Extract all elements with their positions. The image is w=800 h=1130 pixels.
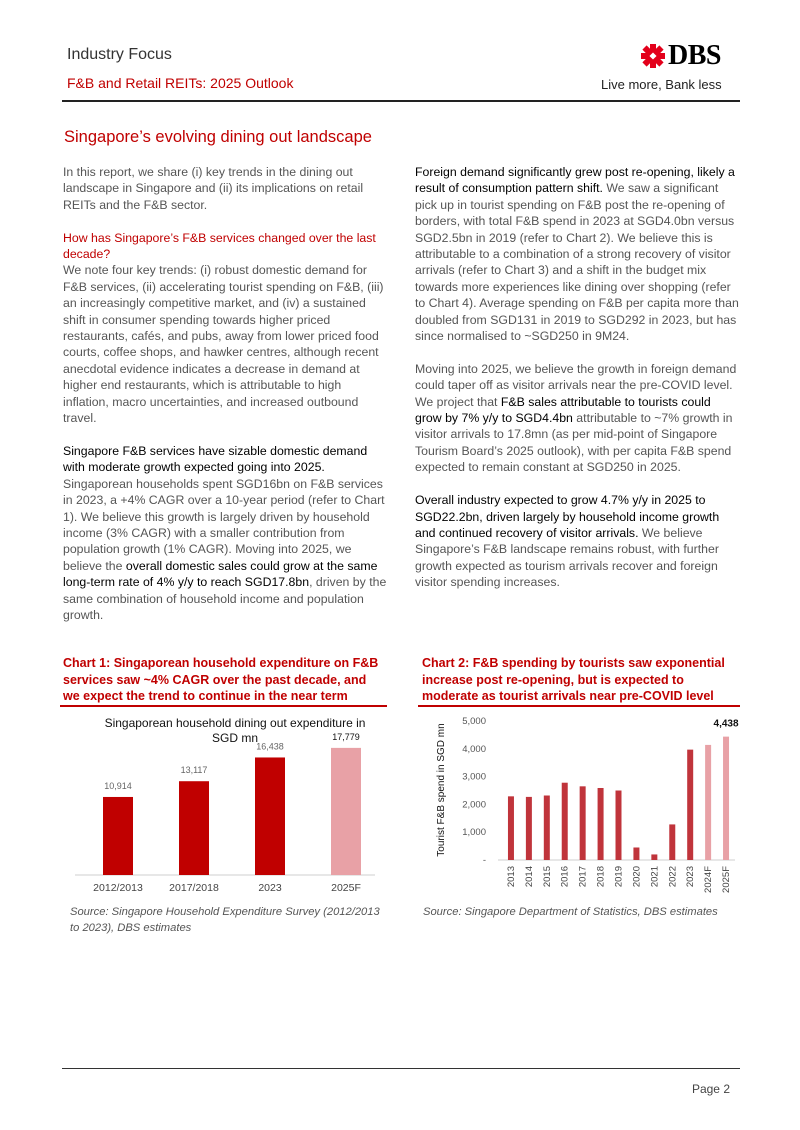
report-subtitle: F&B and Retail REITs: 2025 Outlook	[67, 75, 294, 91]
chart1-data-label: 17,779	[332, 731, 360, 742]
chart1-bar	[255, 757, 285, 875]
trends-text: We note four key trends: (i) robust domestic demand for F&B services, (ii) accelerating tourist spending on F&B, (iii) an increasingly competitive market, and (iv) a sustained shift in consumer spending towards higher priced restaurants, cafés, and pubs, away from lower priced food courts, coffee shops, and hawker centres, although recent anecdotal evidence indicates a decrease in demand at higher end restaurants, which is attributable to high inflation, macro uncertainties, and increased outbound travel.	[63, 263, 384, 426]
chart2-bar	[669, 824, 675, 860]
chart2-x-tick: 2013	[505, 866, 517, 888]
chart2-y-tick: 2,000	[462, 799, 486, 811]
chart1-source: Source: Singapore Household Expenditure Survey (2012/2013 to 2023), DBS estimates	[70, 906, 380, 934]
chart2-bar	[705, 745, 711, 860]
industry-paragraph	[415, 492, 740, 590]
outlook-pre: Moving into 2025, we believe the growth in foreign demand could taper off as visitor arrivals near the pre-COVID level. We project that	[415, 361, 737, 409]
chart2-bar	[508, 796, 514, 860]
chart2-y-tick: 1,000	[462, 827, 486, 839]
chart1-x-tick: 2023	[258, 882, 282, 894]
industry-body: We believe Singapore’s F&B landscape remains robust, with further growth expected as tourism arrivals recover and foreign visitor spending increases.	[415, 525, 719, 590]
chart1-plot	[70, 731, 390, 900]
chart2-x-tick: 2024F	[703, 866, 715, 893]
chart1-bar	[179, 781, 209, 875]
chart2-x-tick: 2022	[667, 866, 679, 888]
chart1-title: Singaporean household dining out expenditure in SGD mn	[104, 716, 366, 745]
chart2-heading: Chart 2: F&B spending by tourists saw exponential increase post re-opening, but is expected to moderate as tourist arrivals near pre-COVID level	[422, 656, 725, 703]
dbs-star-icon	[641, 44, 665, 68]
logo-tagline: Live more, Bank less	[601, 77, 722, 92]
chart2-x-tick: 2023	[685, 866, 697, 888]
chart2-y-tick: 3,000	[462, 771, 486, 783]
chart2-bar	[562, 783, 568, 860]
chart1-bar	[103, 797, 133, 875]
chart2-x-tick: 2018	[595, 866, 607, 888]
domestic-demand-paragraph	[63, 443, 390, 623]
chart1-data-label: 10,914	[104, 780, 132, 791]
domestic-forecast: overall domestic sales could grow at the same long-term rate of 4% y/y to reach SGD17.8bn	[63, 558, 378, 590]
chart2-y-axis-label: Tourist F&B spend in SGD mn	[436, 723, 447, 857]
chart2-bar	[526, 797, 532, 860]
industry-lead: Overall industry expected to grow 4.7% y/y in 2025 to SGD22.2bn, driven largely by household income growth and continued recovery of visitor arrivals.	[415, 493, 720, 540]
intro-paragraph: In this report, we share (i) key trends in the dining out landscape in Singapore and (ii) its implications on retail REITs and the F&B sector.	[63, 165, 364, 212]
dbs-logo	[600, 42, 735, 97]
chart2-plot	[430, 710, 740, 900]
chart2-x-tick: 2014	[523, 866, 535, 888]
domestic-lead: Singapore F&B services have sizable domestic demand with moderate growth expected going into 2025.	[63, 443, 368, 475]
domestic-body: Singaporean households spent SGD16bn on F&B services in 2023, a +4% CAGR over a 10-year period (refer to Chart 1). We believe this growth is largely driven by household income (3% CAGR) with a smaller contribution from population growth (1% CAGR). Moving into 2025, we believe the	[63, 476, 385, 573]
chart2-bar	[544, 796, 550, 860]
foreign-lead: Foreign demand significantly grew post re-opening, likely a result of consumption pattern shift.	[415, 165, 735, 196]
section-title: Singapore’s evolving dining out landscape	[64, 128, 372, 146]
chart2-x-tick: 2021	[649, 866, 661, 888]
chart2-bar	[723, 737, 729, 860]
left-column	[63, 164, 390, 640]
chart2-x-tick: 2016	[559, 866, 571, 888]
chart2-data-label: 4,438	[713, 718, 739, 730]
logo-wordmark: DBS	[668, 40, 721, 71]
chart2-rule	[418, 705, 740, 707]
chart2-x-tick: 2020	[631, 866, 643, 888]
chart2-bar	[580, 786, 586, 860]
chart2-x-tick: 2015	[541, 866, 553, 888]
chart2-bar	[651, 854, 657, 860]
chart1-data-label: 13,117	[180, 765, 208, 776]
chart2-bar	[633, 847, 639, 860]
chart1-rule	[60, 705, 387, 707]
chart1-x-tick: 2017/2018	[169, 882, 219, 894]
footer-divider	[62, 1068, 740, 1069]
outlook-body: attributable to ~7% growth in visitor arrivals to 17.8mn (as per mid-point of Singapore Tourism Board’s 2025 outlook), with per capita F&B spend expected to remain constant at SGD250 in 2025.	[415, 411, 733, 475]
question-heading: How has Singapore’s F&B services changed over the last decade?	[63, 230, 376, 262]
right-column	[415, 164, 740, 607]
foreign-body: We saw a significant pick up in tourist spending on F&B post the re-opening of borders, with total F&B spend in 2023 at SGD4.0bn versus SGD2.5bn in 2019 (refer to Chart 2). We believe this is attributable to a combination of a strong recovery of visitor arrivals (refer to Chart 3) and a shift in the budget mix towards more experiences like dining over shopping (refer to Chart 4). Average spending on F&B per capita more than doubled from SGD131 in 2019 to SGD292 in 2023, but has since normalised to ~SGD250 in 9M24.	[415, 181, 739, 344]
chart1-data-label: 16,438	[256, 741, 284, 752]
domestic-tail: , driven by the same combination of household income and population growth.	[63, 575, 387, 622]
chart2-x-tick: 2025F	[721, 866, 733, 893]
header-divider	[62, 100, 740, 102]
chart2-x-tick: 2019	[613, 866, 625, 888]
chart2-y-tick: -	[482, 855, 486, 866]
chart2-x-tick: 2017	[577, 866, 589, 888]
outlook-paragraph	[415, 361, 740, 476]
foreign-demand-paragraph	[415, 164, 740, 344]
chart2-y-tick: 4,000	[462, 743, 486, 755]
chart2-source: Source: Singapore Department of Statistics, DBS estimates	[423, 906, 718, 918]
chart2-y-tick: 5,000	[462, 716, 486, 727]
page-number: Page 2	[691, 1082, 730, 1096]
chart1-x-tick: 2025F	[331, 882, 361, 894]
outlook-forecast: F&B sales attributable to tourists could grow by 7% y/y to SGD4.4bn	[415, 394, 711, 426]
chart1-bar	[331, 748, 361, 875]
chart2-bar	[616, 791, 622, 861]
chart1-heading: Chart 1: Singaporean household expenditure on F&B services saw ~4% CAGR over the past decade, and we expect the trend to continue in the near term	[63, 656, 379, 703]
chart2-bar	[598, 788, 604, 860]
chart1-x-tick: 2012/2013	[93, 882, 143, 894]
report-type: Industry Focus	[67, 46, 172, 63]
trends-paragraph	[63, 230, 390, 427]
chart2-bar	[687, 750, 693, 860]
